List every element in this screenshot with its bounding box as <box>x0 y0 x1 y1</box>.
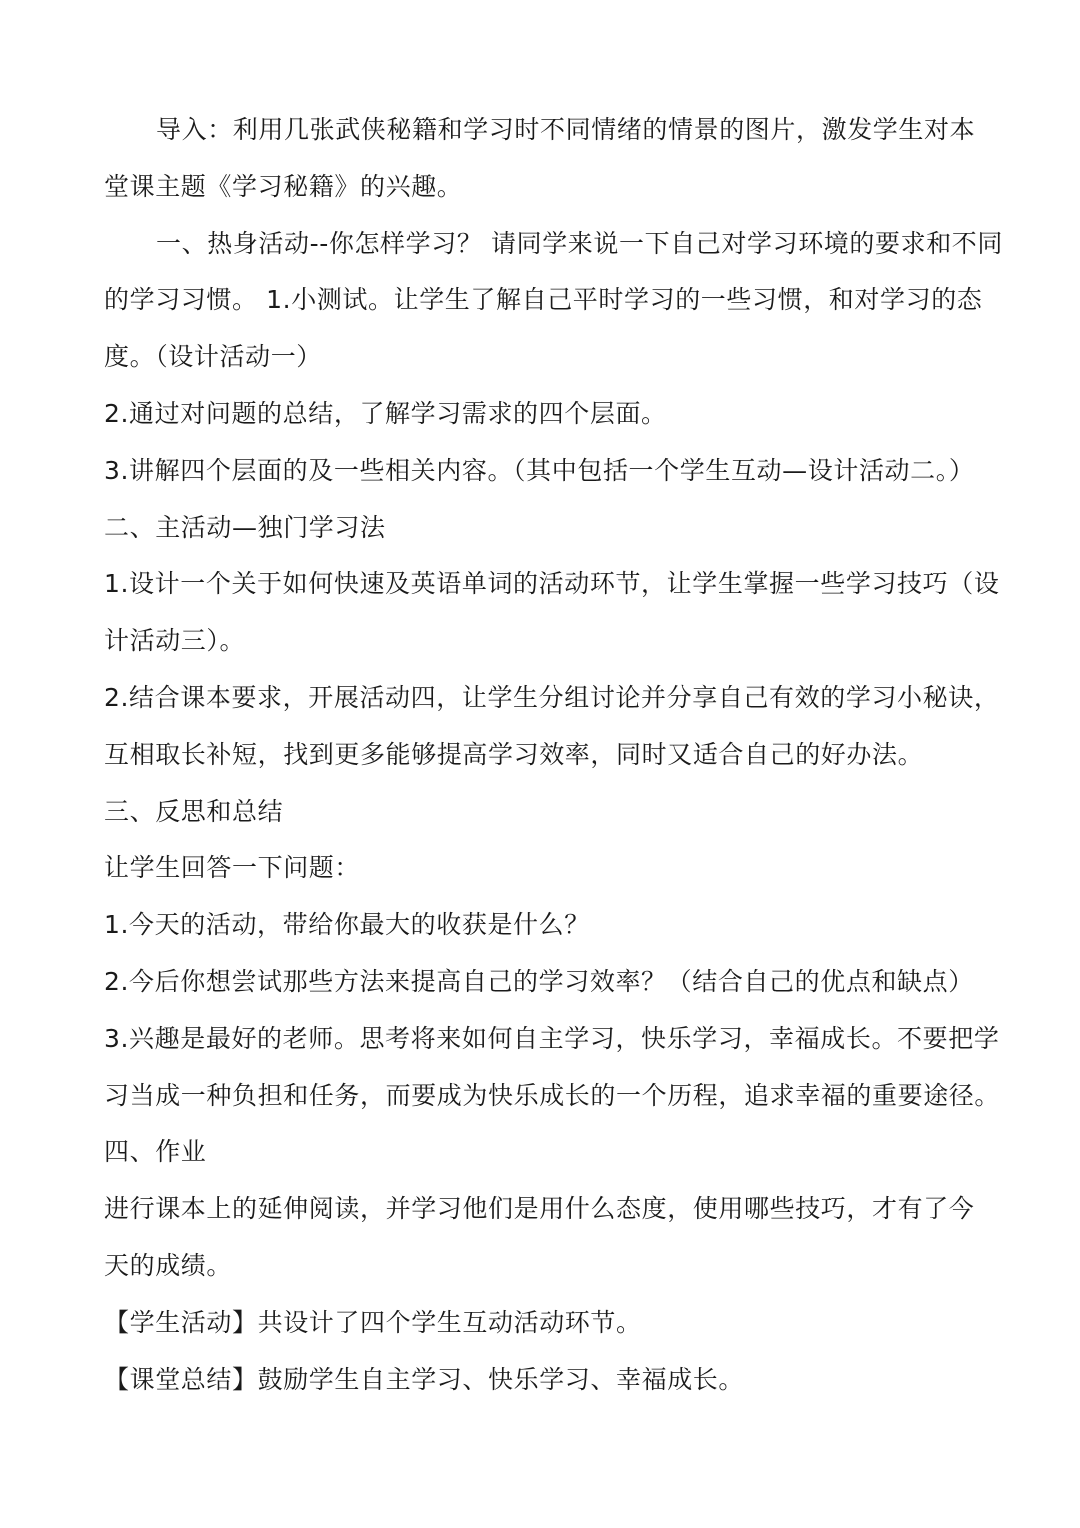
student-activity-summary: 【学生活动】共设计了四个学生互动活动环节。 <box>104 1307 642 1337</box>
section-2-item-1-line-2: 计活动三）。 <box>104 626 246 656</box>
section-1-item-2: 2.通过对问题的总结，了解学习需求的四个层面。 <box>104 398 667 428</box>
section-1-item-3: 3.讲解四个层面的及一些相关内容。（其中包括一个学生互动—设计活动二。） <box>104 455 975 485</box>
section-2-heading: 二、主活动—独门学习法 <box>104 512 386 542</box>
section-4-line-2: 天的成绩。 <box>104 1250 233 1280</box>
section-1-line-1: 一、热身活动--你怎样学习？ 请同学来说一下自己对学习环境的要求和不同 <box>156 228 1003 258</box>
section-3-item-1: 1.今天的活动，带给你最大的收获是什么？ <box>104 910 590 940</box>
class-summary: 【课堂总结】鼓励学生自主学习、快乐学习、幸福成长。 <box>104 1364 745 1394</box>
intro-paragraph-line-1: 导入：利用几张武侠秘籍和学习时不同情绪的情景的图片，激发学生对本 <box>156 115 976 144</box>
section-4-line-1: 进行课本上的延伸阅读，并学习他们是用什么态度，使用哪些技巧，才有了今 <box>104 1194 975 1224</box>
section-3-item-2: 2.今后你想尝试那些方法来提高自己的学习效率？（结合自己的优点和缺点） <box>104 966 974 996</box>
section-3-intro: 让学生回答一下问题： <box>104 853 361 883</box>
section-2-item-2-line-2: 互相取长补短，找到更多能够提高学习效率，同时又适合自己的好办法。 <box>104 739 924 769</box>
section-3-heading: 三、反思和总结 <box>104 796 284 826</box>
section-1-line-3: 度。（设计活动一） <box>104 342 322 372</box>
section-3-item-3-line-1: 3.兴趣是最好的老师。思考将来如何自主学习，快乐学习，幸福成长。不要把学 <box>104 1023 1000 1053</box>
document-body <box>104 102 1003 1408</box>
section-3-item-3-line-2: 习当成一种负担和任务，而要成为快乐成长的一个历程，追求幸福的重要途径。 <box>104 1080 1001 1110</box>
intro-paragraph-line-2: 堂课主题《学习秘籍》的兴趣。 <box>104 171 463 201</box>
section-2-item-2-line-1: 2.结合课本要求，开展活动四，让学生分组讨论并分享自己有效的学习小秘诀， <box>104 682 1000 712</box>
section-2-item-1-line-1: 1.设计一个关于如何快速及英语单词的活动环节，让学生掌握一些学习技巧（设 <box>104 569 1000 599</box>
section-1-line-2: 的学习习惯。 1.小测试。让学生了解自己平时学习的一些习惯，和对学习的态 <box>104 285 983 315</box>
section-4-heading: 四、作业 <box>104 1137 207 1167</box>
